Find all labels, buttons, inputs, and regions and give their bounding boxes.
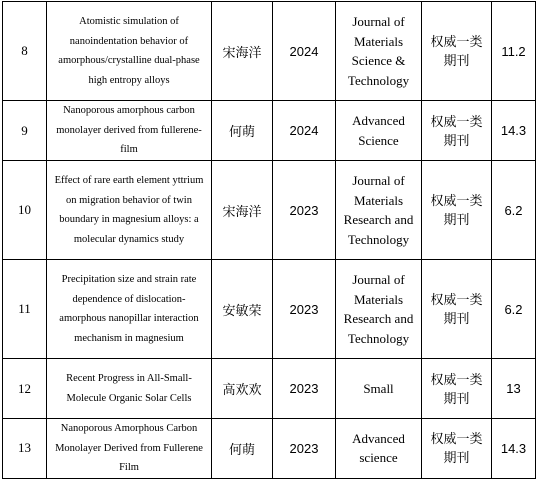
table-row (3, 359, 536, 419)
journal-level: 权威一类期刊 (422, 419, 492, 479)
journal-level: 权威一类期刊 (422, 260, 492, 359)
row-index: 9 (3, 101, 47, 161)
paper-title: Atomistic simulation of nanoindentation behavior of amorphous/crystalline dual-phase high entropy alloys (47, 2, 212, 101)
journal: Small (336, 359, 422, 419)
row-index: 13 (3, 419, 47, 479)
paper-title: Recent Progress in All-Small-Molecule Organic Solar Cells (47, 359, 212, 419)
table-row (3, 2, 536, 101)
year: 2024 (273, 2, 336, 101)
journal: Journal of Materials Research and Technology (336, 161, 422, 260)
author: 高欢欢 (212, 359, 273, 419)
row-index: 10 (3, 161, 47, 260)
journal: Journal of Materials Research and Technology (336, 260, 422, 359)
author: 宋海洋 (212, 2, 273, 101)
journal-level: 权威一类期刊 (422, 161, 492, 260)
journal-level: 权威一类期刊 (422, 359, 492, 419)
table-row (3, 419, 536, 479)
publications-table (2, 1, 536, 479)
year: 2023 (273, 161, 336, 260)
impact-factor: 11.2 (492, 2, 536, 101)
impact-factor: 6.2 (492, 260, 536, 359)
table-row (3, 260, 536, 359)
paper-title: Nanoporous amorphous carbon monolayer derived from fullerene-film (47, 101, 212, 161)
impact-factor: 14.3 (492, 101, 536, 161)
journal: Journal of Materials Science & Technology (336, 2, 422, 101)
year: 2023 (273, 260, 336, 359)
row-index: 8 (3, 2, 47, 101)
author: 何萌 (212, 419, 273, 479)
paper-title: Nanoporous Amorphous Carbon Monolayer Derived from Fullerene Film (47, 419, 212, 479)
impact-factor: 6.2 (492, 161, 536, 260)
journal-level: 权威一类期刊 (422, 101, 492, 161)
paper-title: Effect of rare earth element yttrium on migration behavior of twin boundary in magnesium alloys: a molecular dynamics study (47, 161, 212, 260)
paper-title: Precipitation size and strain rate dependence of dislocation-amorphous nanopillar interaction mechanism in magnesium (47, 260, 212, 359)
impact-factor: 13 (492, 359, 536, 419)
year: 2024 (273, 101, 336, 161)
journal-level: 权威一类期刊 (422, 2, 492, 101)
row-index: 12 (3, 359, 47, 419)
journal: Advanced Science (336, 101, 422, 161)
year: 2023 (273, 419, 336, 479)
journal: Advanced science (336, 419, 422, 479)
author: 安敏荣 (212, 260, 273, 359)
impact-factor: 14.3 (492, 419, 536, 479)
table-row (3, 101, 536, 161)
author: 何萌 (212, 101, 273, 161)
row-index: 11 (3, 260, 47, 359)
year: 2023 (273, 359, 336, 419)
table-row (3, 161, 536, 260)
author: 宋海洋 (212, 161, 273, 260)
